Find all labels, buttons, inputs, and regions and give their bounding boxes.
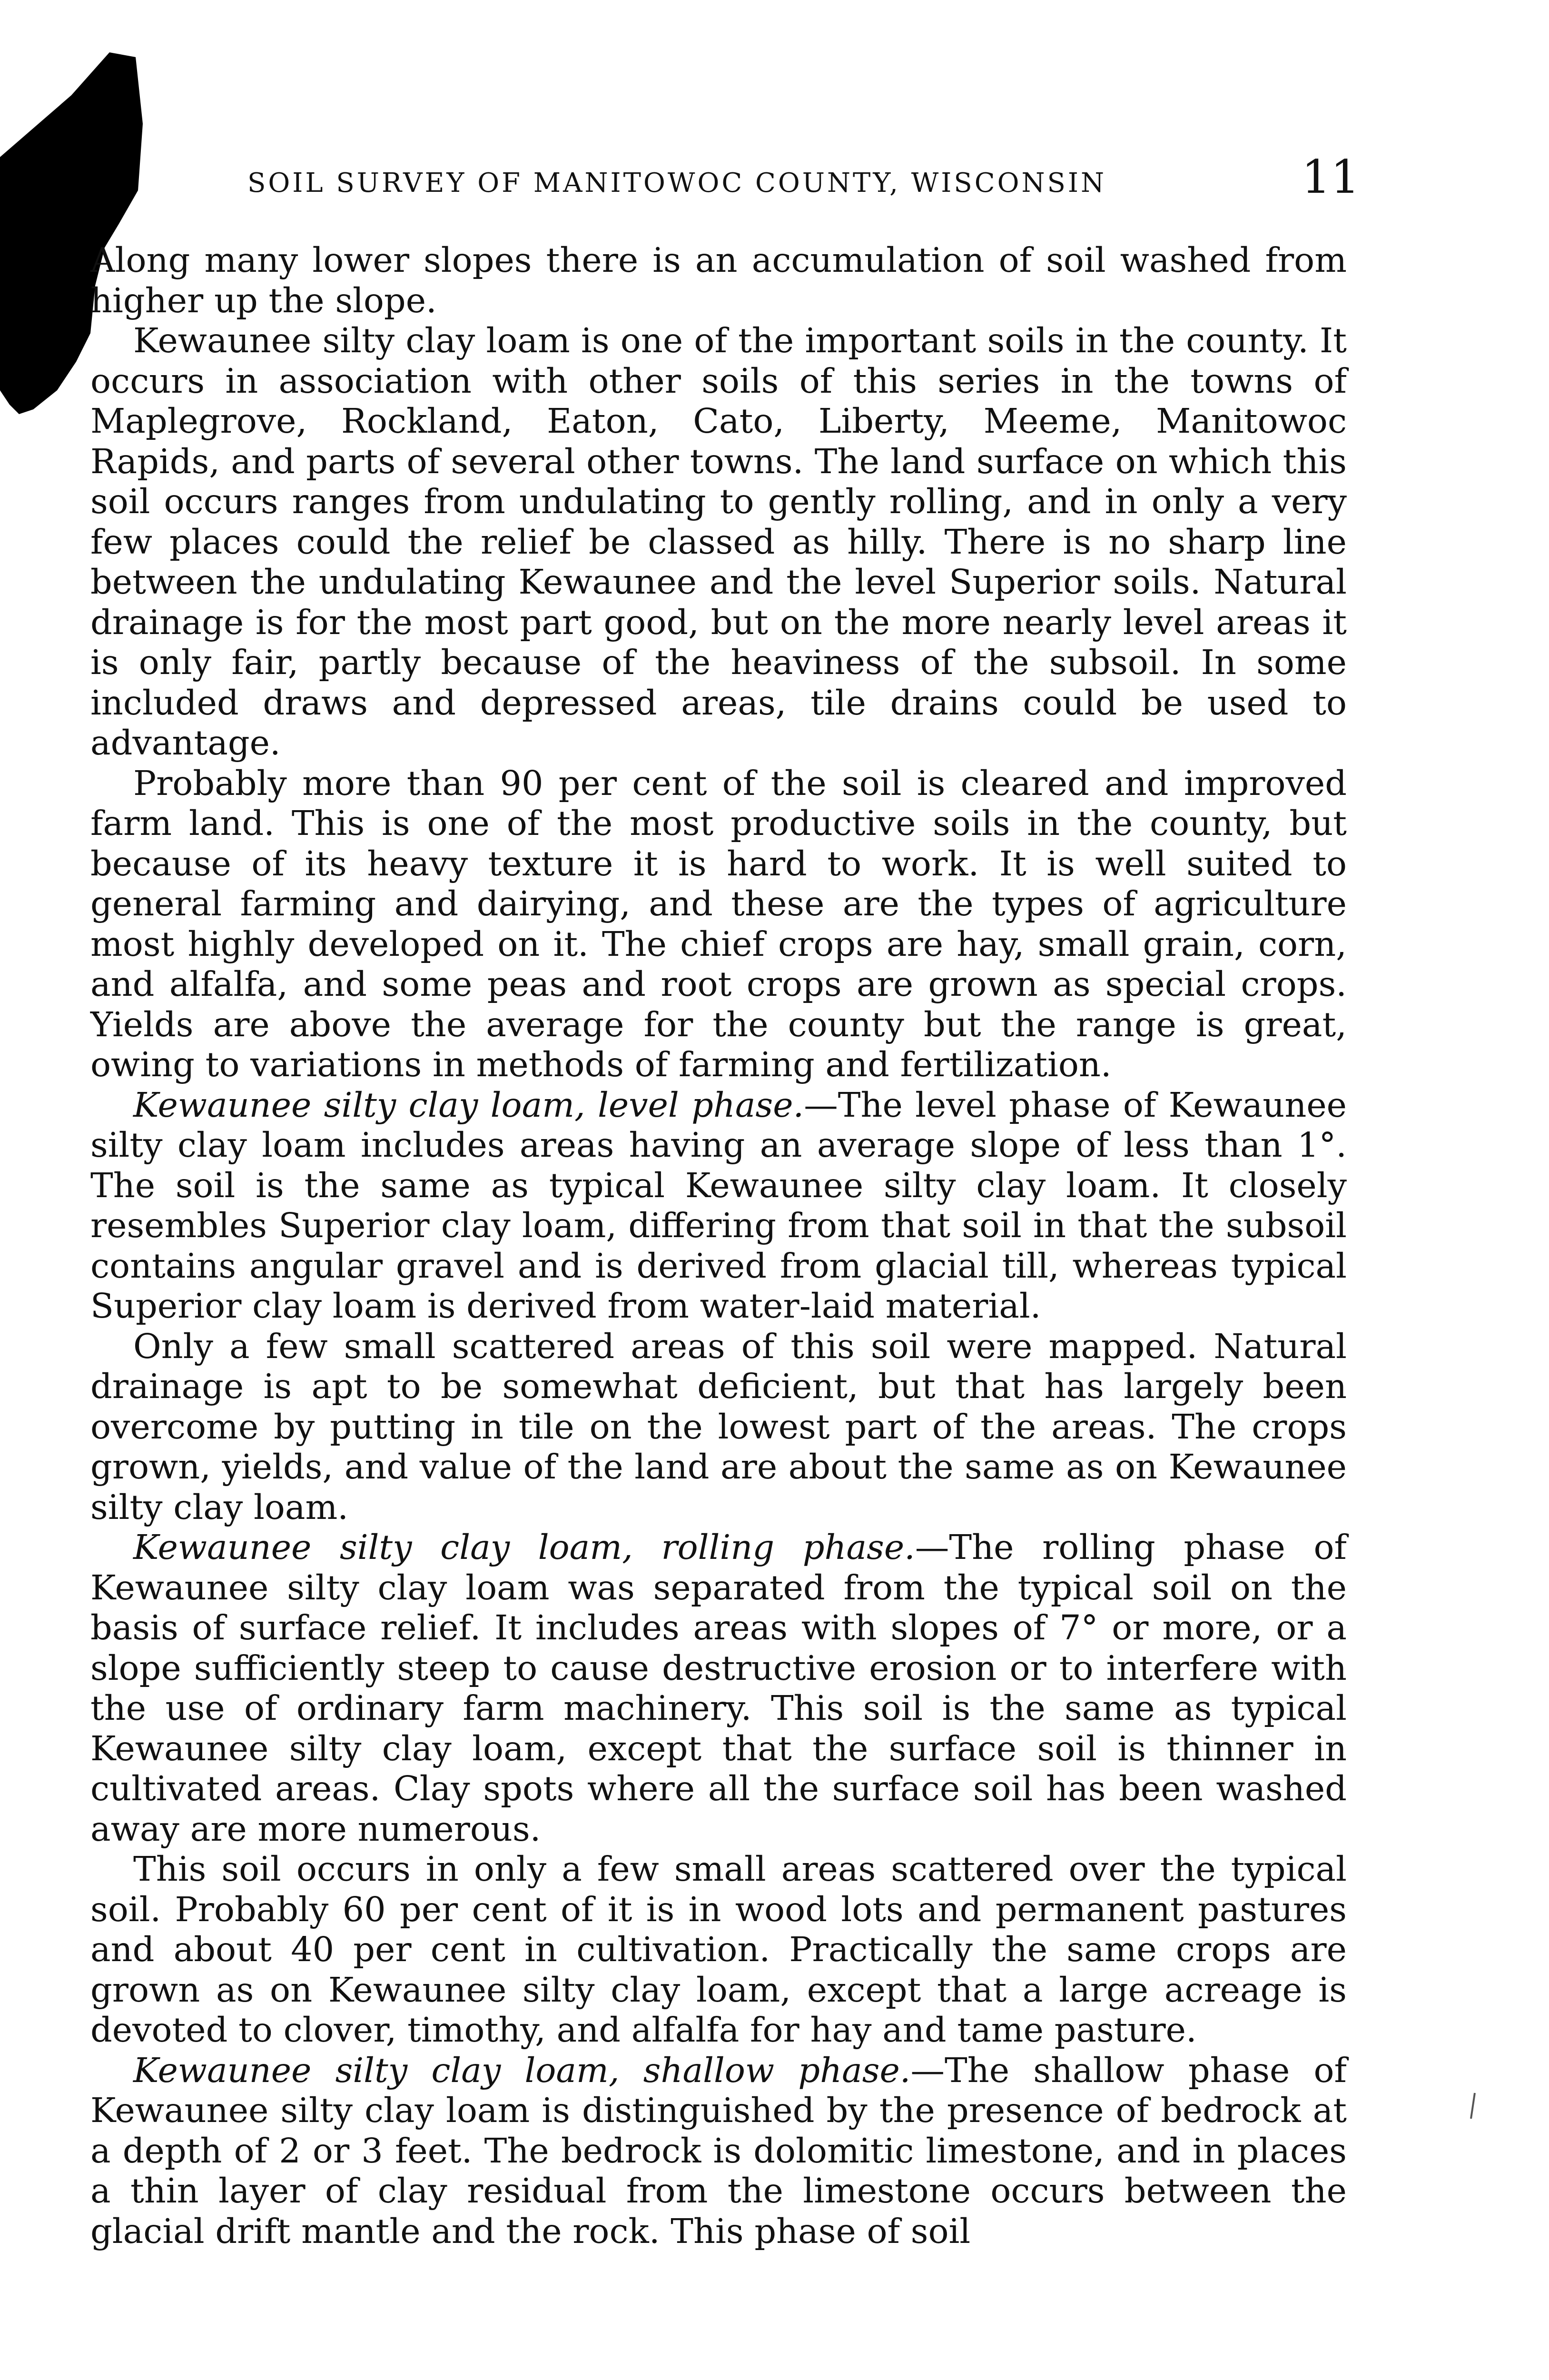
paragraph-5: Only a few small scattered areas of this soil were mapped. Natural drainage is apt to be somewhat deficient, but that has largely been overcome by putting in tile on the lowest part of the areas. The crops grown, yields, and value of the land are about the same as on Kewaunee silty clay loam.: [90, 1326, 1347, 1527]
running-title: SOIL SURVEY OF MANITOWOC COUNTY, WISCONSIN: [247, 168, 1106, 198]
paragraph-7: This soil occurs in only a few small areas scattered over the typical soil. Probably 60 per cent of it is in wood lots and permanent pastures and about 40 per cent in cultivation. Practically the same crops are grown as on Kewaunee silty clay loam, except that a large acreage is devoted to clover, timothy, and alfalfa for hay and tame pasture.: [90, 1849, 1347, 2050]
paragraph-shallow-phase: [90, 2051, 1347, 2252]
body-text: [90, 240, 1347, 2251]
paragraph-3: Probably more than 90 per cent of the soil is cleared and improved farm land. This is one of the most productive soils in the county, but because of its heavy texture it is hard to work. It is well suited to general farming and dairying, and these are the types of agriculture most highly developed on it. The chief crops are hay, small grain, corn, and alfalfa, and some peas and root crops are grown as special crops. Yields are above the average for the county but the range is great, owing to variations in methods of farming and fertilization.: [90, 763, 1347, 1084]
rolling-phase-heading: Kewaunee silty clay loam, rolling phase.: [133, 1527, 915, 1567]
stray-pencil-mark: [1468, 2092, 1478, 2121]
paragraph-rolling-phase: [90, 1527, 1347, 1849]
shallow-phase-heading: Kewaunee silty clay loam, shallow phase.: [133, 2050, 911, 2090]
level-phase-heading: Kewaunee silty clay loam, level phase.: [133, 1085, 804, 1125]
page-number: 11: [1302, 150, 1360, 204]
paragraph-level-phase: [90, 1085, 1347, 1327]
paragraph-2: Kewaunee silty clay loam is one of the important soils in the county. It occurs in association with other soils of this series in the towns of Maplegrove, Rockland, Eaton, Cato, Liberty, Meeme, Manitowoc Rapids, and parts of several other towns. The land surface on which this soil occurs ranges from undulating to gently rolling, and in only a very few places could the relief be classed as hilly. There is no sharp line between the undulating Kewaunee and the level Superior soils. Natural drainage is for the most part good, but on the more nearly level areas it is only fair, partly because of the heaviness of the subsoil. In some included draws and depressed areas, tile drains could be used to advantage.: [90, 321, 1347, 763]
rolling-phase-text: —The rolling phase of Kewaunee silty clay loam was separated from the typical soil on the basis of surface relief. It includes areas with slopes of 7° or more, or a slope sufficiently steep to cause destructive erosion or to interfere with the use of ordinary farm machinery. This soil is the same as typical Kewaunee silty clay loam, except that the surface soil is thinner in cultivated areas. Clay spots where all the surface soil has been washed away are more numerous.: [90, 1527, 1347, 1849]
shallow-phase-text: —The shallow phase of Kewaunee silty clay loam is distinguished by the presence of bedrock at a depth of 2 or 3 feet. The bedrock is dolomitic limestone, and in places a thin layer of clay residual from the limestone occurs between the glacial drift mantle and the rock. This phase of soil: [90, 2050, 1347, 2251]
level-phase-text: —The level phase of Kewaunee silty clay loam includes areas having an average slope of less than 1°. The soil is the same as typical Kewaunee silty clay loam. It closely resembles Superior clay loam, differing from that soil in that the subsoil contains angular gravel and is derived from glacial till, whereas typical Superior clay loam is derived from water-laid material.: [90, 1085, 1347, 1326]
paragraph-1: Along many lower slopes there is an accumulation of soil washed from higher up the slope.: [90, 240, 1347, 320]
